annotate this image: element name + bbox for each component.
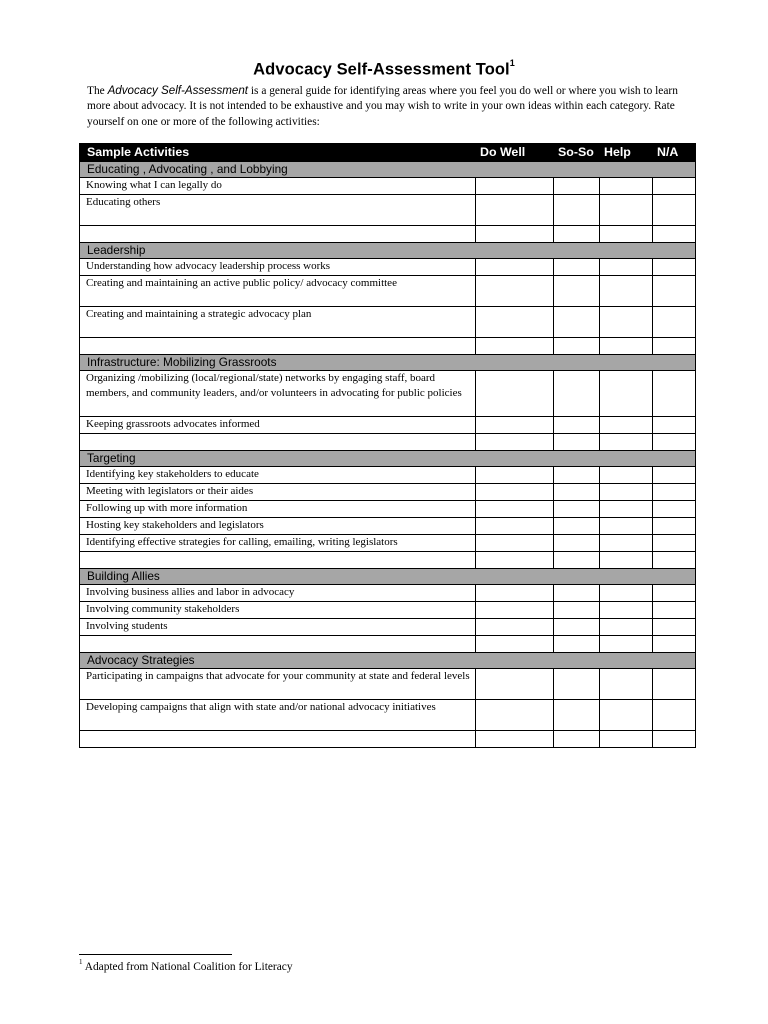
activity-label: Hosting key stakeholders and legislators <box>80 518 476 535</box>
rating-cell-so-so[interactable] <box>554 371 600 417</box>
rating-cell-do-well[interactable] <box>476 484 554 501</box>
category-row <box>80 162 696 178</box>
activity-label: Knowing what I can legally do <box>80 178 476 195</box>
rating-cell-so-so[interactable] <box>554 467 600 484</box>
rating-cell-na[interactable] <box>653 226 696 243</box>
activity-label: Involving community stakeholders <box>80 602 476 619</box>
rating-cell-na[interactable] <box>653 371 696 417</box>
rating-cell-do-well[interactable] <box>476 434 554 451</box>
rating-cell-na[interactable] <box>653 700 696 731</box>
title-text: Advocacy Self-Assessment Tool <box>253 60 510 79</box>
blank-row <box>80 731 696 748</box>
rating-cell-so-so[interactable] <box>554 338 600 355</box>
blank-row <box>80 636 696 653</box>
rating-cell-help[interactable] <box>600 259 653 276</box>
header-do-well: Do Well <box>476 144 554 162</box>
rating-cell-so-so[interactable] <box>554 501 600 518</box>
rating-cell-na[interactable] <box>653 307 696 338</box>
rating-cell-na[interactable] <box>653 636 696 653</box>
rating-cell-do-well[interactable] <box>476 226 554 243</box>
activity-row <box>80 276 696 307</box>
category-row <box>80 451 696 467</box>
activity-label: Involving business allies and labor in advocacy <box>80 585 476 602</box>
rating-cell-do-well[interactable] <box>476 552 554 569</box>
rating-cell-do-well[interactable] <box>476 195 554 226</box>
rating-cell-so-so[interactable] <box>554 535 600 552</box>
rating-cell-na[interactable] <box>653 669 696 700</box>
activity-row <box>80 700 696 731</box>
rating-cell-so-so[interactable] <box>554 700 600 731</box>
rating-cell-help[interactable] <box>600 371 653 417</box>
rating-cell-help[interactable] <box>600 178 653 195</box>
blank-row <box>80 338 696 355</box>
rating-cell-do-well[interactable] <box>476 700 554 731</box>
rating-cell-do-well[interactable] <box>476 276 554 307</box>
rating-cell-na[interactable] <box>653 259 696 276</box>
header-sample-activities: Sample Activities <box>80 144 476 162</box>
rating-cell-help[interactable] <box>600 669 653 700</box>
rating-cell-na[interactable] <box>653 518 696 535</box>
rating-cell-help[interactable] <box>600 585 653 602</box>
table-body <box>80 162 696 748</box>
rating-cell-na[interactable] <box>653 552 696 569</box>
rating-cell-do-well[interactable] <box>476 636 554 653</box>
rating-cell-help[interactable] <box>600 338 653 355</box>
rating-cell-na[interactable] <box>653 178 696 195</box>
category-heading: Building Allies <box>80 569 696 585</box>
rating-cell-help[interactable] <box>600 226 653 243</box>
category-row <box>80 569 696 585</box>
intro-italic-title: Advocacy Self-Assessment <box>107 84 249 97</box>
rating-cell-so-so[interactable] <box>554 518 600 535</box>
activity-label <box>80 434 476 451</box>
rating-cell-do-well[interactable] <box>476 669 554 700</box>
rating-cell-so-so[interactable] <box>554 276 600 307</box>
rating-cell-na[interactable] <box>653 467 696 484</box>
rating-cell-do-well[interactable] <box>476 619 554 636</box>
rating-cell-so-so[interactable] <box>554 259 600 276</box>
rating-cell-help[interactable] <box>600 552 653 569</box>
rating-cell-help[interactable] <box>600 535 653 552</box>
activity-label <box>80 731 476 748</box>
rating-cell-do-well[interactable] <box>476 535 554 552</box>
title-footnote-mark: 1 <box>509 58 515 68</box>
rating-cell-so-so[interactable] <box>554 552 600 569</box>
header-so-so: So-So <box>554 144 600 162</box>
activity-label: Educating others <box>80 195 476 226</box>
rating-cell-na[interactable] <box>653 434 696 451</box>
activity-row <box>80 518 696 535</box>
rating-cell-help[interactable] <box>600 636 653 653</box>
rating-cell-so-so[interactable] <box>554 307 600 338</box>
rating-cell-do-well[interactable] <box>476 338 554 355</box>
rating-cell-na[interactable] <box>653 195 696 226</box>
rating-cell-help[interactable] <box>600 731 653 748</box>
rating-cell-so-so[interactable] <box>554 178 600 195</box>
activity-label: Meeting with legislators or their aides <box>80 484 476 501</box>
rating-cell-so-so[interactable] <box>554 602 600 619</box>
activity-row <box>80 259 696 276</box>
rating-cell-do-well[interactable] <box>476 178 554 195</box>
footnote <box>79 959 293 973</box>
activity-label <box>80 226 476 243</box>
rating-cell-do-well[interactable] <box>476 259 554 276</box>
rating-cell-do-well[interactable] <box>476 501 554 518</box>
rating-cell-so-so[interactable] <box>554 434 600 451</box>
rating-cell-so-so[interactable] <box>554 619 600 636</box>
category-heading: Educating , Advocating , and Lobbying <box>80 162 696 178</box>
rating-cell-do-well[interactable] <box>476 518 554 535</box>
rating-cell-so-so[interactable] <box>554 669 600 700</box>
table-header-row <box>80 144 696 162</box>
activity-label: Identifying key stakeholders to educate <box>80 467 476 484</box>
rating-cell-do-well[interactable] <box>476 602 554 619</box>
rating-cell-do-well[interactable] <box>476 371 554 417</box>
blank-row <box>80 552 696 569</box>
activity-row <box>80 484 696 501</box>
activity-label: Organizing /mobilizing (local/regional/state) networks by engaging staff, board members, and community leaders, and/or volunteers in advocating for public policies <box>80 371 476 417</box>
rating-cell-so-so[interactable] <box>554 195 600 226</box>
activity-row <box>80 619 696 636</box>
activity-row <box>80 535 696 552</box>
category-heading: Leadership <box>80 243 696 259</box>
rating-cell-do-well[interactable] <box>476 467 554 484</box>
rating-cell-do-well[interactable] <box>476 417 554 434</box>
rating-cell-na[interactable] <box>653 501 696 518</box>
category-row <box>80 653 696 669</box>
rating-cell-na[interactable] <box>653 619 696 636</box>
activity-row <box>80 602 696 619</box>
rating-cell-na[interactable] <box>653 338 696 355</box>
activity-label: Following up with more information <box>80 501 476 518</box>
document-title <box>0 60 768 80</box>
rating-cell-so-so[interactable] <box>554 226 600 243</box>
category-row <box>80 243 696 259</box>
rating-cell-help[interactable] <box>600 434 653 451</box>
rating-cell-na[interactable] <box>653 276 696 307</box>
category-row <box>80 355 696 371</box>
activity-label: Creating and maintaining a strategic advocacy plan <box>80 307 476 338</box>
rating-cell-so-so[interactable] <box>554 731 600 748</box>
rating-cell-na[interactable] <box>653 535 696 552</box>
activity-label: Keeping grassroots advocates informed <box>80 417 476 434</box>
rating-cell-so-so[interactable] <box>554 636 600 653</box>
rating-cell-help[interactable] <box>600 619 653 636</box>
rating-cell-na[interactable] <box>653 602 696 619</box>
activity-row <box>80 669 696 700</box>
rating-cell-help[interactable] <box>600 501 653 518</box>
intro-paragraph <box>87 83 687 130</box>
rating-cell-help[interactable] <box>600 467 653 484</box>
category-heading: Advocacy Strategies <box>80 653 696 669</box>
rating-cell-na[interactable] <box>653 585 696 602</box>
rating-cell-help[interactable] <box>600 700 653 731</box>
self-assessment-table <box>79 143 696 748</box>
rating-cell-help[interactable] <box>600 484 653 501</box>
rating-cell-help[interactable] <box>600 518 653 535</box>
activity-label: Developing campaigns that align with state and/or national advocacy initiatives <box>80 700 476 731</box>
rating-cell-so-so[interactable] <box>554 484 600 501</box>
rating-cell-so-so[interactable] <box>554 417 600 434</box>
intro-lead: The <box>87 85 108 97</box>
activity-label: Involving students <box>80 619 476 636</box>
footnote-mark: 1 <box>79 958 83 966</box>
rating-cell-do-well[interactable] <box>476 307 554 338</box>
rating-cell-help[interactable] <box>600 307 653 338</box>
activity-label <box>80 338 476 355</box>
header-na: N/A <box>653 144 696 162</box>
rating-cell-so-so[interactable] <box>554 585 600 602</box>
blank-row <box>80 434 696 451</box>
activity-row <box>80 307 696 338</box>
footnote-text: Adapted from National Coalition for Literacy <box>82 960 293 973</box>
rating-cell-help[interactable] <box>600 417 653 434</box>
activity-row <box>80 195 696 226</box>
activity-label: Participating in campaigns that advocate for your community at state and federal levels <box>80 669 476 700</box>
activity-label: Creating and maintaining an active public policy/ advocacy committee <box>80 276 476 307</box>
rating-cell-help[interactable] <box>600 602 653 619</box>
activity-label <box>80 636 476 653</box>
category-heading: Infrastructure: Mobilizing Grassroots <box>80 355 696 371</box>
activity-row <box>80 585 696 602</box>
rating-cell-help[interactable] <box>600 276 653 307</box>
rating-cell-do-well[interactable] <box>476 585 554 602</box>
activity-label: Understanding how advocacy leadership process works <box>80 259 476 276</box>
activity-row <box>80 371 696 417</box>
footnote-divider <box>79 954 232 955</box>
activity-row <box>80 417 696 434</box>
rating-cell-na[interactable] <box>653 731 696 748</box>
activity-row <box>80 501 696 518</box>
rating-cell-help[interactable] <box>600 195 653 226</box>
activity-label: Identifying effective strategies for calling, emailing, writing legislators <box>80 535 476 552</box>
blank-row <box>80 226 696 243</box>
activity-row <box>80 178 696 195</box>
activity-label <box>80 552 476 569</box>
header-help: Help <box>600 144 653 162</box>
activity-row <box>80 467 696 484</box>
rating-cell-na[interactable] <box>653 484 696 501</box>
rating-cell-do-well[interactable] <box>476 731 554 748</box>
category-heading: Targeting <box>80 451 696 467</box>
intro-rest: is a general guide for identifying areas where you feel you do well or where you wish to learn more about advocacy. It is not intended to be exhaustive and you may wish to write in your own ideas within each category. Rate yourself on one or more of the following activities: <box>87 85 678 128</box>
rating-cell-na[interactable] <box>653 417 696 434</box>
